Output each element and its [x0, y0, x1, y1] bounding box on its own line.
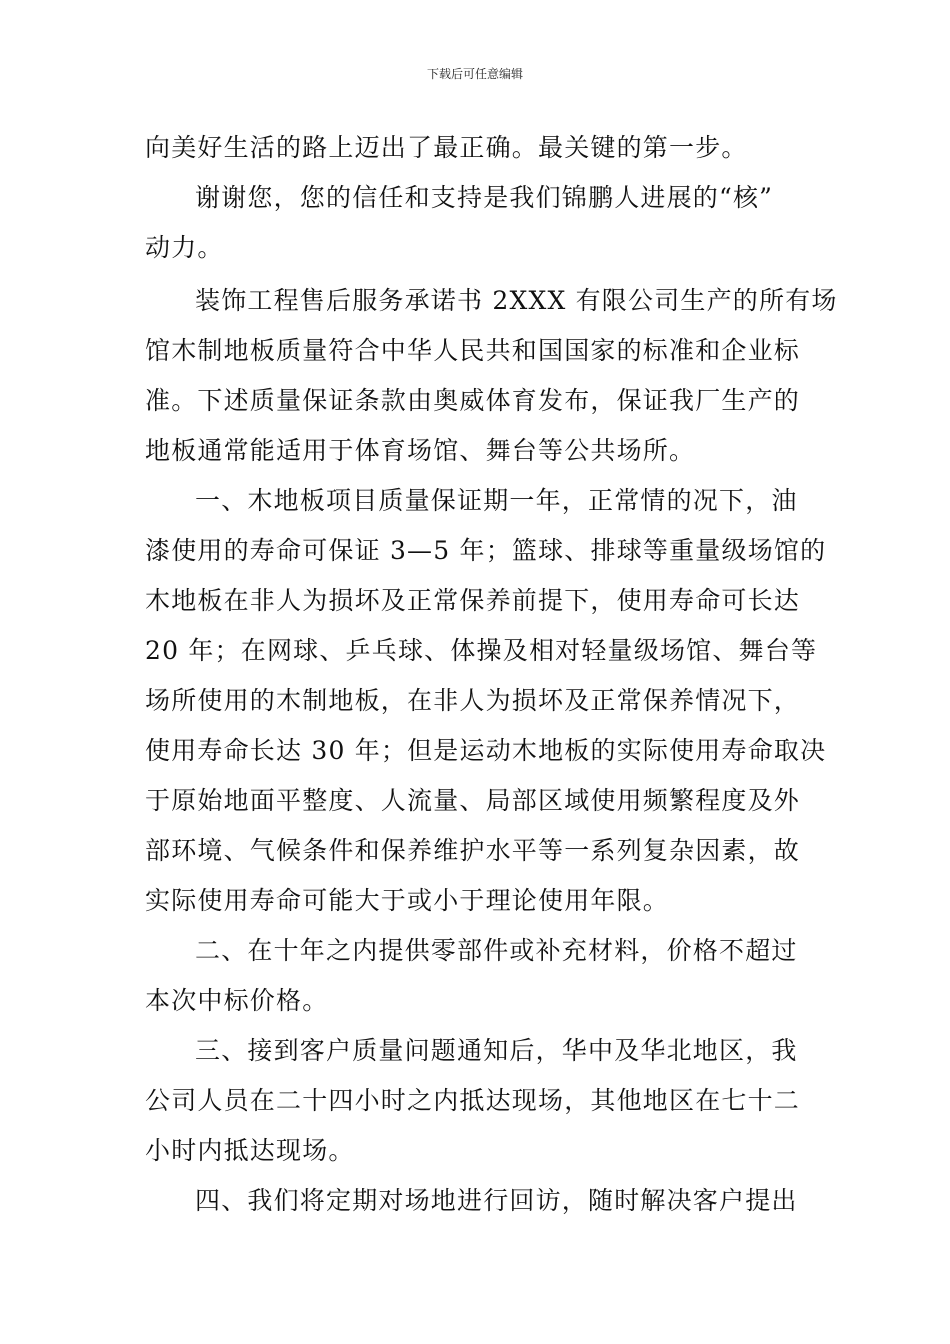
text-line: 场所使用的木制地板，在非人为损坏及正常保养情况下， — [145, 686, 801, 715]
text-line: 三、接到客户质量问题通知后，华中及华北地区，我 — [195, 1036, 798, 1065]
text-line: 四、我们将定期对场地进行回访，随时解决客户提出 — [195, 1186, 798, 1215]
text-line: 向美好生活的路上迈出了最正确。最关键的第一步。 — [145, 133, 748, 162]
page-header: 下载后可任意编辑 — [426, 67, 523, 81]
text-line: 二、在十年之内提供零部件或补充材料，价格不超过 — [195, 936, 798, 965]
text-line: 一、木地板项目质量保证期一年，正常情的况下，油 — [195, 486, 798, 515]
text-line: 准。下述质量保证条款由奥威体育发布，保证我厂生产的 — [145, 386, 801, 415]
text-line: 装饰工程售后服务承诺书 2XXX 有限公司生产的所有场 — [195, 286, 838, 315]
text-line: 20 年；在网球、乒乓球、体操及相对轻量级场馆、舞台等 — [145, 636, 818, 665]
text-line: 于原始地面平整度、人流量、局部区域使用频繁程度及外 — [145, 786, 801, 815]
text-line: 使用寿命长达 30 年；但是运动木地板的实际使用寿命取决 — [145, 736, 827, 765]
text-line: 漆使用的寿命可保证 3—5 年；篮球、排球等重量级场馆的 — [145, 536, 827, 565]
text-line: 谢谢您，您的信任和支持是我们锦鹏人进展的“核” — [195, 183, 774, 212]
text-line: 木地板在非人为损坏及正常保养前提下，使用寿命可长达 — [145, 586, 801, 615]
text-line: 地板通常能适用于体育场馆、舞台等公共场所。 — [145, 436, 696, 465]
text-line: 公司人员在二十四小时之内抵达现场，其他地区在七十二 — [145, 1086, 801, 1115]
text-line: 本次中标价格。 — [145, 986, 329, 1015]
text-line: 实际使用寿命可能大于或小于理论使用年限。 — [145, 886, 670, 915]
text-line: 部环境、气候条件和保养维护水平等一系列复杂因素，故 — [145, 836, 801, 865]
text-line: 动力。 — [145, 233, 224, 262]
text-line: 馆木制地板质量符合中华人民共和国国家的标准和企业标 — [145, 336, 801, 365]
text-line: 小时内抵达现场。 — [145, 1136, 355, 1165]
